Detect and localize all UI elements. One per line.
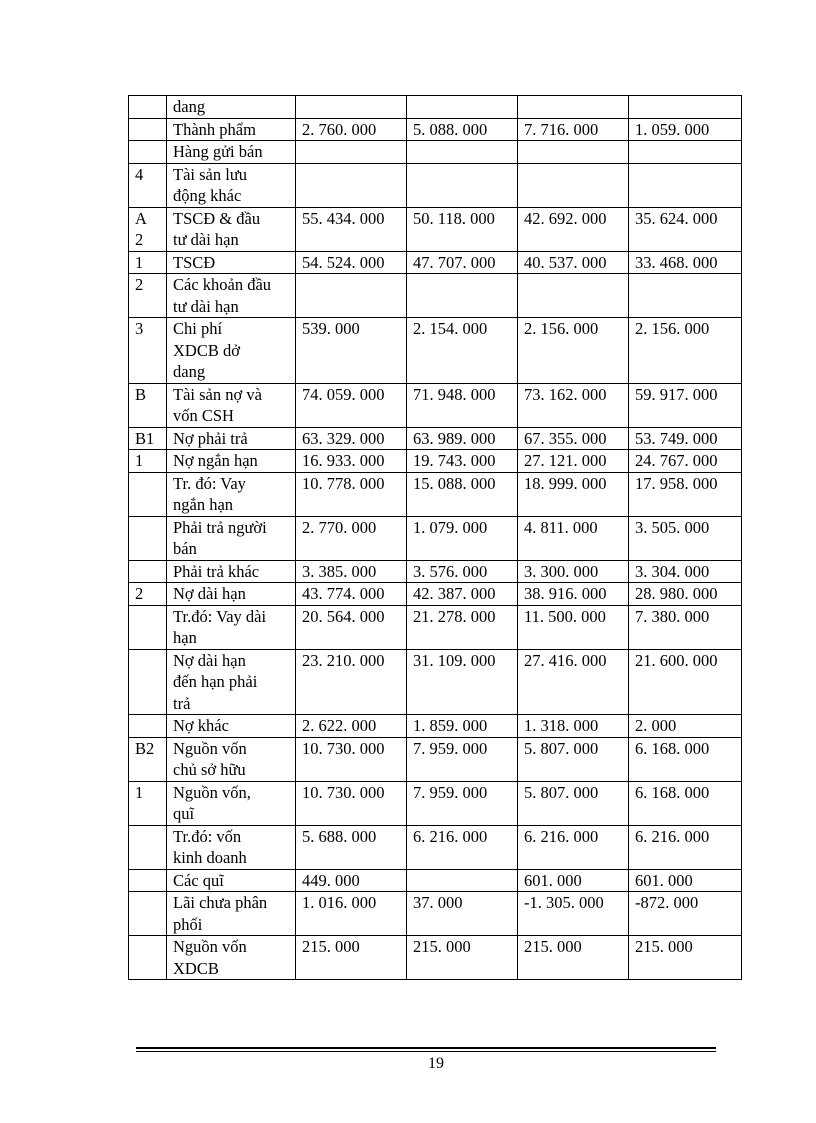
value-cell-col4: 3. 505. 000: [629, 516, 742, 560]
table-row: [129, 251, 742, 274]
table-row: [129, 781, 742, 825]
value-cell-col1: 539. 000: [296, 318, 407, 384]
footer-rule-thick: [136, 1047, 716, 1049]
table-row: [129, 207, 742, 251]
value-cell-col3: 4. 811. 000: [518, 516, 629, 560]
row-label-cell: Nợ ngắn hạn: [167, 450, 296, 473]
value-cell-col3: 27. 121. 000: [518, 450, 629, 473]
row-code-cell: [129, 560, 167, 583]
value-cell-col2: 47. 707. 000: [407, 251, 518, 274]
value-cell-col1: 2. 760. 000: [296, 118, 407, 141]
value-cell-col1: 10. 730. 000: [296, 781, 407, 825]
value-cell-col3: 40. 537. 000: [518, 251, 629, 274]
value-cell-col2: 63. 989. 000: [407, 427, 518, 450]
row-code-cell: 2: [129, 274, 167, 318]
value-cell-col1: 16. 933. 000: [296, 450, 407, 473]
row-code-cell: 1: [129, 450, 167, 473]
row-label-cell: Tài sản nợ và vốn CSH: [167, 383, 296, 427]
value-cell-col3: 11. 500. 000: [518, 605, 629, 649]
value-cell-col4: 21. 600. 000: [629, 649, 742, 715]
value-cell-col4: 2. 156. 000: [629, 318, 742, 384]
row-label-cell: TSCĐ: [167, 251, 296, 274]
row-code-cell: 4: [129, 163, 167, 207]
table-row: [129, 516, 742, 560]
value-cell-col4: 6. 168. 000: [629, 781, 742, 825]
row-code-cell: B: [129, 383, 167, 427]
table-row: [129, 869, 742, 892]
value-cell-col2: [407, 96, 518, 119]
table-row: [129, 936, 742, 980]
value-cell-col3: 38. 916. 000: [518, 583, 629, 606]
page-number: 19: [428, 1055, 444, 1072]
value-cell-col2: 71. 948. 000: [407, 383, 518, 427]
value-cell-col1: [296, 96, 407, 119]
value-cell-col1: 1. 016. 000: [296, 892, 407, 936]
value-cell-col3: 215. 000: [518, 936, 629, 980]
row-label-cell: Nợ dài hạn đến hạn phải trả: [167, 649, 296, 715]
value-cell-col3: 42. 692. 000: [518, 207, 629, 251]
value-cell-col1: 20. 564. 000: [296, 605, 407, 649]
balance-sheet-table: [128, 95, 742, 980]
table-row: [129, 605, 742, 649]
row-code-cell: [129, 516, 167, 560]
value-cell-col1: 23. 210. 000: [296, 649, 407, 715]
value-cell-col3: [518, 274, 629, 318]
value-cell-col2: 6. 216. 000: [407, 825, 518, 869]
value-cell-col1: 449. 000: [296, 869, 407, 892]
row-code-cell: [129, 472, 167, 516]
value-cell-col1: 63. 329. 000: [296, 427, 407, 450]
value-cell-col3: 1. 318. 000: [518, 715, 629, 738]
value-cell-col3: 73. 162. 000: [518, 383, 629, 427]
row-code-cell: 1: [129, 781, 167, 825]
table-row: [129, 274, 742, 318]
value-cell-col3: 7. 716. 000: [518, 118, 629, 141]
value-cell-col1: 5. 688. 000: [296, 825, 407, 869]
value-cell-col1: [296, 163, 407, 207]
value-cell-col2: [407, 141, 518, 164]
value-cell-col1: 10. 730. 000: [296, 737, 407, 781]
value-cell-col2: 7. 959. 000: [407, 781, 518, 825]
table-row: [129, 450, 742, 473]
value-cell-col2: 1. 079. 000: [407, 516, 518, 560]
row-label-cell: Hàng gửi bán: [167, 141, 296, 164]
value-cell-col4: 601. 000: [629, 869, 742, 892]
value-cell-col4: 6. 168. 000: [629, 737, 742, 781]
value-cell-col2: 42. 387. 000: [407, 583, 518, 606]
row-code-cell: [129, 141, 167, 164]
value-cell-col2: [407, 869, 518, 892]
value-cell-col1: 74. 059. 000: [296, 383, 407, 427]
value-cell-col4: 7. 380. 000: [629, 605, 742, 649]
value-cell-col1: [296, 141, 407, 164]
table-row: [129, 118, 742, 141]
value-cell-col2: 215. 000: [407, 936, 518, 980]
table-row: [129, 737, 742, 781]
value-cell-col1: 55. 434. 000: [296, 207, 407, 251]
row-code-cell: [129, 869, 167, 892]
value-cell-col3: 67. 355. 000: [518, 427, 629, 450]
row-label-cell: Tr.đó: vốn kinh doanh: [167, 825, 296, 869]
value-cell-col1: 43. 774. 000: [296, 583, 407, 606]
row-label-cell: Nguồn vốn chủ sở hữu: [167, 737, 296, 781]
row-code-cell: [129, 825, 167, 869]
value-cell-col3: 27. 416. 000: [518, 649, 629, 715]
row-code-cell: 1: [129, 251, 167, 274]
value-cell-col1: 215. 000: [296, 936, 407, 980]
value-cell-col4: 17. 958. 000: [629, 472, 742, 516]
table-row: [129, 825, 742, 869]
row-code-cell: B1: [129, 427, 167, 450]
value-cell-col3: -1. 305. 000: [518, 892, 629, 936]
row-code-cell: [129, 715, 167, 738]
table-row: [129, 427, 742, 450]
value-cell-col3: 3. 300. 000: [518, 560, 629, 583]
value-cell-col4: [629, 163, 742, 207]
table-row: [129, 96, 742, 119]
table-row: [129, 141, 742, 164]
value-cell-col1: [296, 274, 407, 318]
value-cell-col4: 2. 000: [629, 715, 742, 738]
row-label-cell: Chi phí XDCB dở dang: [167, 318, 296, 384]
value-cell-col4: 59. 917. 000: [629, 383, 742, 427]
value-cell-col2: [407, 274, 518, 318]
row-label-cell: Nợ phải trả: [167, 427, 296, 450]
table-row: [129, 383, 742, 427]
row-label-cell: Nợ dài hạn: [167, 583, 296, 606]
table-row: [129, 318, 742, 384]
row-label-cell: Phải trả người bán: [167, 516, 296, 560]
row-label-cell: Các khoản đầu tư dài hạn: [167, 274, 296, 318]
table-row: [129, 892, 742, 936]
value-cell-col4: [629, 274, 742, 318]
row-code-cell: [129, 96, 167, 119]
row-label-cell: Tr. đó: Vay ngắn hạn: [167, 472, 296, 516]
row-label-cell: Phải trả khác: [167, 560, 296, 583]
value-cell-col4: 6. 216. 000: [629, 825, 742, 869]
table-row: [129, 583, 742, 606]
value-cell-col2: 50. 118. 000: [407, 207, 518, 251]
value-cell-col2: 5. 088. 000: [407, 118, 518, 141]
row-code-cell: B2: [129, 737, 167, 781]
row-label-cell: Tr.đó: Vay dài hạn: [167, 605, 296, 649]
table-row: [129, 163, 742, 207]
value-cell-col3: 6. 216. 000: [518, 825, 629, 869]
row-label-cell: Lãi chưa phân phối: [167, 892, 296, 936]
value-cell-col3: [518, 141, 629, 164]
row-code-cell: 2: [129, 583, 167, 606]
table-row: [129, 560, 742, 583]
row-label-cell: Tài sản lưu động khác: [167, 163, 296, 207]
value-cell-col2: 7. 959. 000: [407, 737, 518, 781]
value-cell-col3: 601. 000: [518, 869, 629, 892]
row-label-cell: Nợ khác: [167, 715, 296, 738]
value-cell-col4: 3. 304. 000: [629, 560, 742, 583]
value-cell-col3: [518, 96, 629, 119]
value-cell-col2: 21. 278. 000: [407, 605, 518, 649]
value-cell-col4: [629, 141, 742, 164]
value-cell-col4: 33. 468. 000: [629, 251, 742, 274]
row-code-cell: [129, 649, 167, 715]
value-cell-col1: 2. 622. 000: [296, 715, 407, 738]
value-cell-col2: 31. 109. 000: [407, 649, 518, 715]
value-cell-col4: -872. 000: [629, 892, 742, 936]
row-code-cell: 3: [129, 318, 167, 384]
value-cell-col4: 215. 000: [629, 936, 742, 980]
value-cell-col1: 3. 385. 000: [296, 560, 407, 583]
value-cell-col2: 2. 154. 000: [407, 318, 518, 384]
value-cell-col2: 19. 743. 000: [407, 450, 518, 473]
row-label-cell: dang: [167, 96, 296, 119]
row-code-cell: [129, 118, 167, 141]
value-cell-col4: 28. 980. 000: [629, 583, 742, 606]
value-cell-col4: [629, 96, 742, 119]
value-cell-col3: 2. 156. 000: [518, 318, 629, 384]
value-cell-col2: 15. 088. 000: [407, 472, 518, 516]
value-cell-col2: [407, 163, 518, 207]
value-cell-col4: 35. 624. 000: [629, 207, 742, 251]
value-cell-col1: 10. 778. 000: [296, 472, 407, 516]
row-label-cell: Thành phẩm: [167, 118, 296, 141]
value-cell-col3: 18. 999. 000: [518, 472, 629, 516]
value-cell-col2: 3. 576. 000: [407, 560, 518, 583]
row-code-cell: A 2: [129, 207, 167, 251]
row-label-cell: Nguồn vốn XDCB: [167, 936, 296, 980]
value-cell-col1: 54. 524. 000: [296, 251, 407, 274]
row-label-cell: TSCĐ & đầu tư dài hạn: [167, 207, 296, 251]
row-code-cell: [129, 605, 167, 649]
row-code-cell: [129, 936, 167, 980]
footer-rule-thin: [136, 1051, 716, 1052]
value-cell-col2: 1. 859. 000: [407, 715, 518, 738]
table-row: [129, 472, 742, 516]
value-cell-col1: 2. 770. 000: [296, 516, 407, 560]
value-cell-col4: 1. 059. 000: [629, 118, 742, 141]
row-code-cell: [129, 892, 167, 936]
table-row: [129, 715, 742, 738]
value-cell-col2: 37. 000: [407, 892, 518, 936]
table-row: [129, 649, 742, 715]
value-cell-col4: 24. 767. 000: [629, 450, 742, 473]
value-cell-col3: 5. 807. 000: [518, 737, 629, 781]
row-label-cell: Nguồn vốn, quĩ: [167, 781, 296, 825]
row-label-cell: Các quĩ: [167, 869, 296, 892]
value-cell-col4: 53. 749. 000: [629, 427, 742, 450]
table-body: [129, 96, 742, 980]
value-cell-col3: 5. 807. 000: [518, 781, 629, 825]
value-cell-col3: [518, 163, 629, 207]
